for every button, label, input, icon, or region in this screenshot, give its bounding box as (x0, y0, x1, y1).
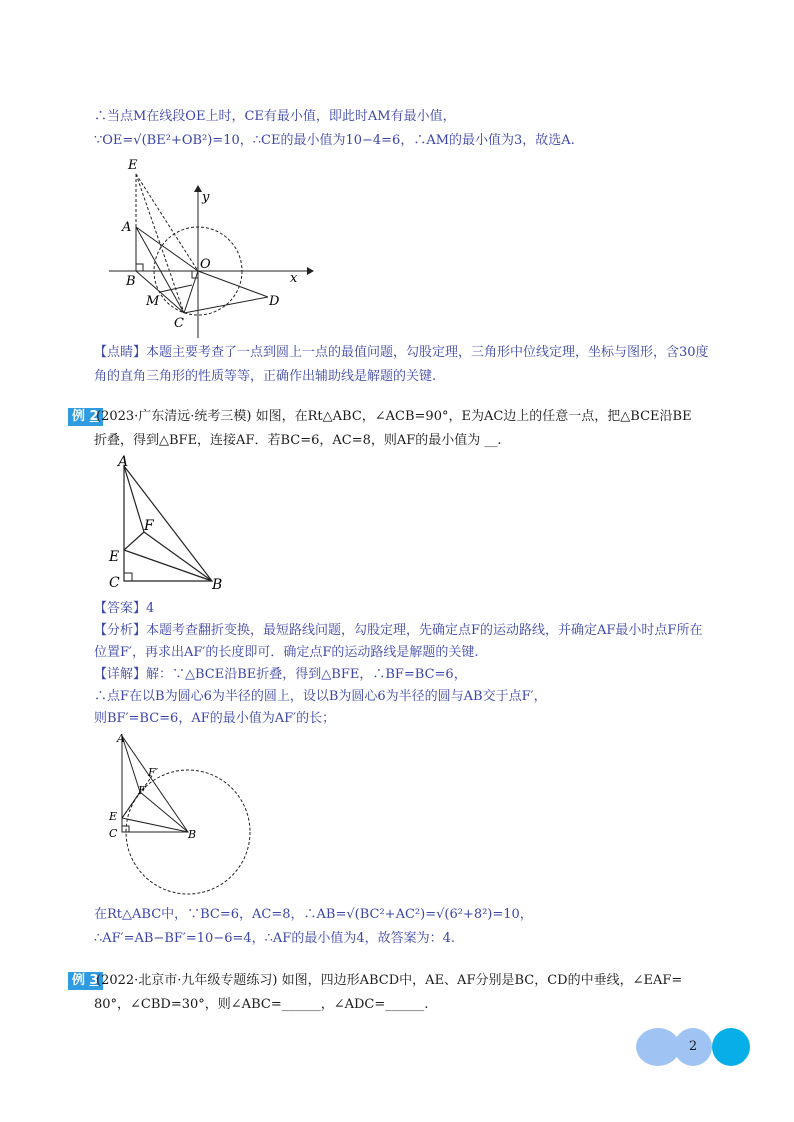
solution-line: ∴当点M在线段OE上时，CE有最小值，即此时AM有最小值， (94, 109, 456, 124)
label-C: C (109, 575, 120, 591)
review-line: 角的直角三角形的性质等等，正确作出辅助线是解题的关键. (94, 369, 437, 384)
label-C: C (109, 827, 118, 840)
label-F: F (144, 518, 154, 534)
example-question-line: 折叠，得到△BFE，连接AF．若BC=6，AC=8，则AF的最小值为 __. (94, 433, 502, 448)
example-badge-number: 3 (89, 973, 99, 988)
label-O: O (200, 257, 211, 272)
figure-triangle-fold (104, 452, 234, 592)
example-badge-prefix: 例 (72, 409, 86, 424)
example-badge-number: 2 (89, 409, 99, 424)
figure-coordinate-circle (104, 152, 314, 340)
label-A: A (122, 220, 132, 235)
page-number-badge (636, 1028, 750, 1066)
example-question-line: (2023·广东清远·统考三模) 如图，在Rt△ABC，∠ACB=90°，E为AC边上的任意一点，把△BCE沿BE (96, 409, 692, 424)
example-question-line: (2022·北京市·九年级专题练习) 如图，四边形ABCD中，AE、AF分别是BC，CD的中垂线，∠EAF= (96, 973, 683, 988)
detail-line: 【详解】解：∵△BCE沿BE折叠，得到△BFE，∴BF=BC=6， (94, 667, 467, 682)
answer-line: 【答案】4 (94, 601, 155, 616)
detail-line: ∴点F在以B为圆心6为半径的圆上，设以B为圆心6为半径的圆与AB交于点F′， (94, 689, 547, 704)
review-line: 【点睛】本题主要考查了一点到圆上一点的最值问题，勾股定理，三角形中位线定理，坐标与图形，含30度 (94, 345, 709, 360)
label-E: E (109, 810, 118, 823)
example-badge-prefix: 例 (72, 973, 86, 988)
label-E: E (109, 549, 120, 565)
calc-line: ∴AF′=AB−BF′=10−6=4，∴AF的最小值为4，故答案为：4. (94, 931, 455, 946)
analysis-line: 位置F′，再求出AF′的长度即可．确定点F的运动路线是解题的关键. (94, 645, 479, 660)
label-B: B (212, 577, 223, 592)
label-E: E (128, 158, 138, 173)
calc-line: 在Rt△ABC中，∵BC=6，AC=8，∴AB=√(BC²+AC²)=√(6²+8²)=10， (94, 907, 533, 922)
solution-line: ∵OE=√(BE²+OB²)=10，∴CE的最小值为10−4=6，∴AM的最小值为3，故选A. (94, 133, 575, 148)
decor-circle (712, 1028, 750, 1066)
label-F: F (138, 784, 146, 797)
label-C: C (174, 316, 184, 331)
figure-triangle-circle (104, 728, 264, 896)
label-A: A (117, 732, 125, 745)
analysis-line: 【分析】本题考查翻折变换，最短路线问题，勾股定理，先确定点F的运动路线，并确定AF最小时点F所在 (94, 623, 703, 638)
label-D: D (269, 294, 280, 309)
page-number: 2 (688, 1039, 698, 1054)
label-x: x (290, 271, 298, 286)
label-M: M (146, 294, 160, 309)
label-B: B (126, 274, 136, 289)
detail-line: 则BF′=BC=6，AF的最小值为AF′的长； (94, 711, 336, 726)
label-A: A (118, 454, 129, 470)
example-question-line: 80°，∠CBD=30°，则∠ABC=______，∠ADC=______. (94, 997, 429, 1012)
label-F-prime: F′ (148, 766, 159, 779)
label-B: B (188, 828, 197, 841)
label-y: y (202, 190, 210, 205)
